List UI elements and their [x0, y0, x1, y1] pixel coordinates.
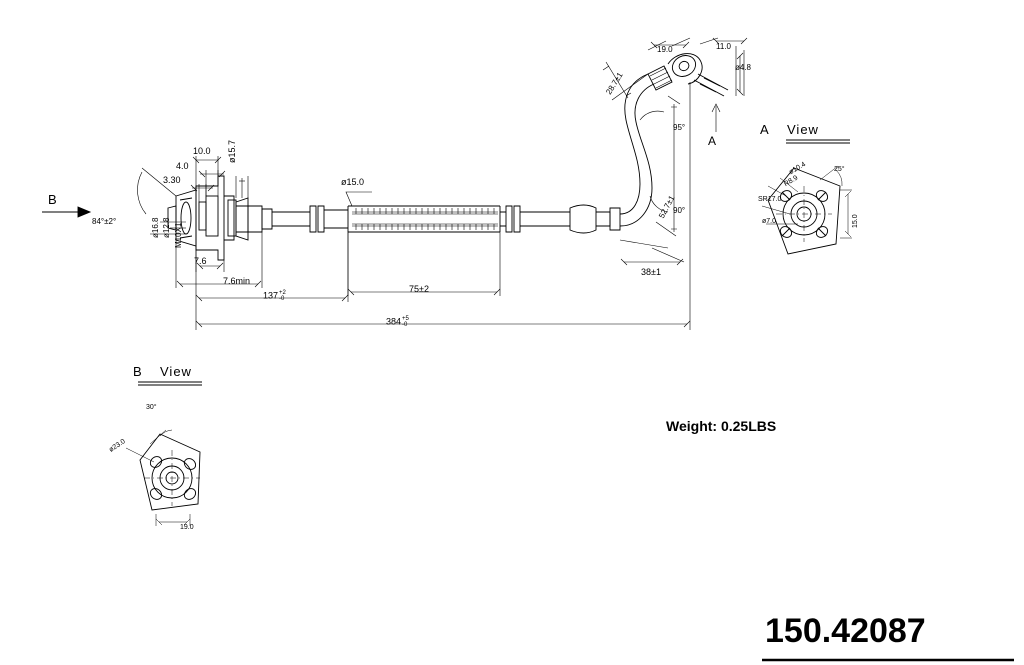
- dim-bv-phi23-0: ø23.0: [108, 437, 127, 454]
- dim-phi15-0: ø15.0: [341, 177, 365, 187]
- dim-bv-19-0: 19.0: [180, 524, 194, 531]
- dim-phi4-8: ø4.8: [735, 63, 752, 72]
- a-view-marker: A: [760, 122, 770, 137]
- dim-384: 384 +5 -0: [386, 316, 409, 328]
- dim-19-0: 19.0: [657, 45, 673, 54]
- dim-av-15-0: 15.0: [852, 214, 859, 228]
- dim-90: 90°: [673, 206, 686, 215]
- left-fitting-assembly: [168, 176, 272, 260]
- dim-m10x1: M10X1: [174, 222, 183, 248]
- part-number: 150.42087: [765, 612, 926, 650]
- hose-body: [272, 205, 620, 233]
- dim-av-phi10-4: ø10.4: [788, 161, 808, 177]
- dim-3-30: 3.30: [163, 175, 181, 185]
- dim-4-0: 4.0: [176, 161, 189, 171]
- dim-av-phi7-0: ø7.0: [762, 218, 777, 225]
- dim-28-7: 28.7±1: [604, 70, 625, 97]
- right-fitting-dimension-lines: [603, 38, 747, 265]
- dim-av-sr17-0: SR17.0: [758, 196, 782, 203]
- a-view-label: View: [787, 122, 819, 137]
- section-arrow-a-label: A: [708, 134, 718, 148]
- dim-av-25: 25°: [834, 166, 845, 173]
- dim-10-0: 10.0: [193, 146, 211, 156]
- dim-38: 38±1: [641, 267, 661, 277]
- b-view-label: View: [160, 364, 192, 379]
- dim-137: 137 +2 -0: [263, 290, 286, 302]
- dim-phi16-8: ø16.8: [151, 217, 160, 238]
- dim-phi12-8: ø12.8: [162, 217, 171, 238]
- dim-95: 95°: [673, 123, 686, 132]
- dim-angle-84: 84°±2°: [92, 217, 117, 226]
- weight-text: Weight: 0.25LBS: [666, 418, 777, 434]
- b-view-detail: [126, 382, 202, 526]
- dim-phi15-7: ø15.7: [227, 139, 237, 163]
- dim-av-r8-9: R8.9: [783, 174, 800, 189]
- dim-75: 75±2: [409, 284, 429, 294]
- section-arrow-b: [42, 207, 90, 217]
- dim-11-0: 11.0: [716, 42, 731, 51]
- dim-7-6-min: 7.6min: [223, 276, 251, 286]
- b-view-marker: B: [133, 364, 143, 379]
- dim-7-6: 7.6: [194, 256, 207, 266]
- dim-52-7: 52.7±1: [657, 193, 677, 220]
- dim-bv-30: 30°: [146, 404, 157, 411]
- section-arrow-b-label: B: [48, 192, 58, 207]
